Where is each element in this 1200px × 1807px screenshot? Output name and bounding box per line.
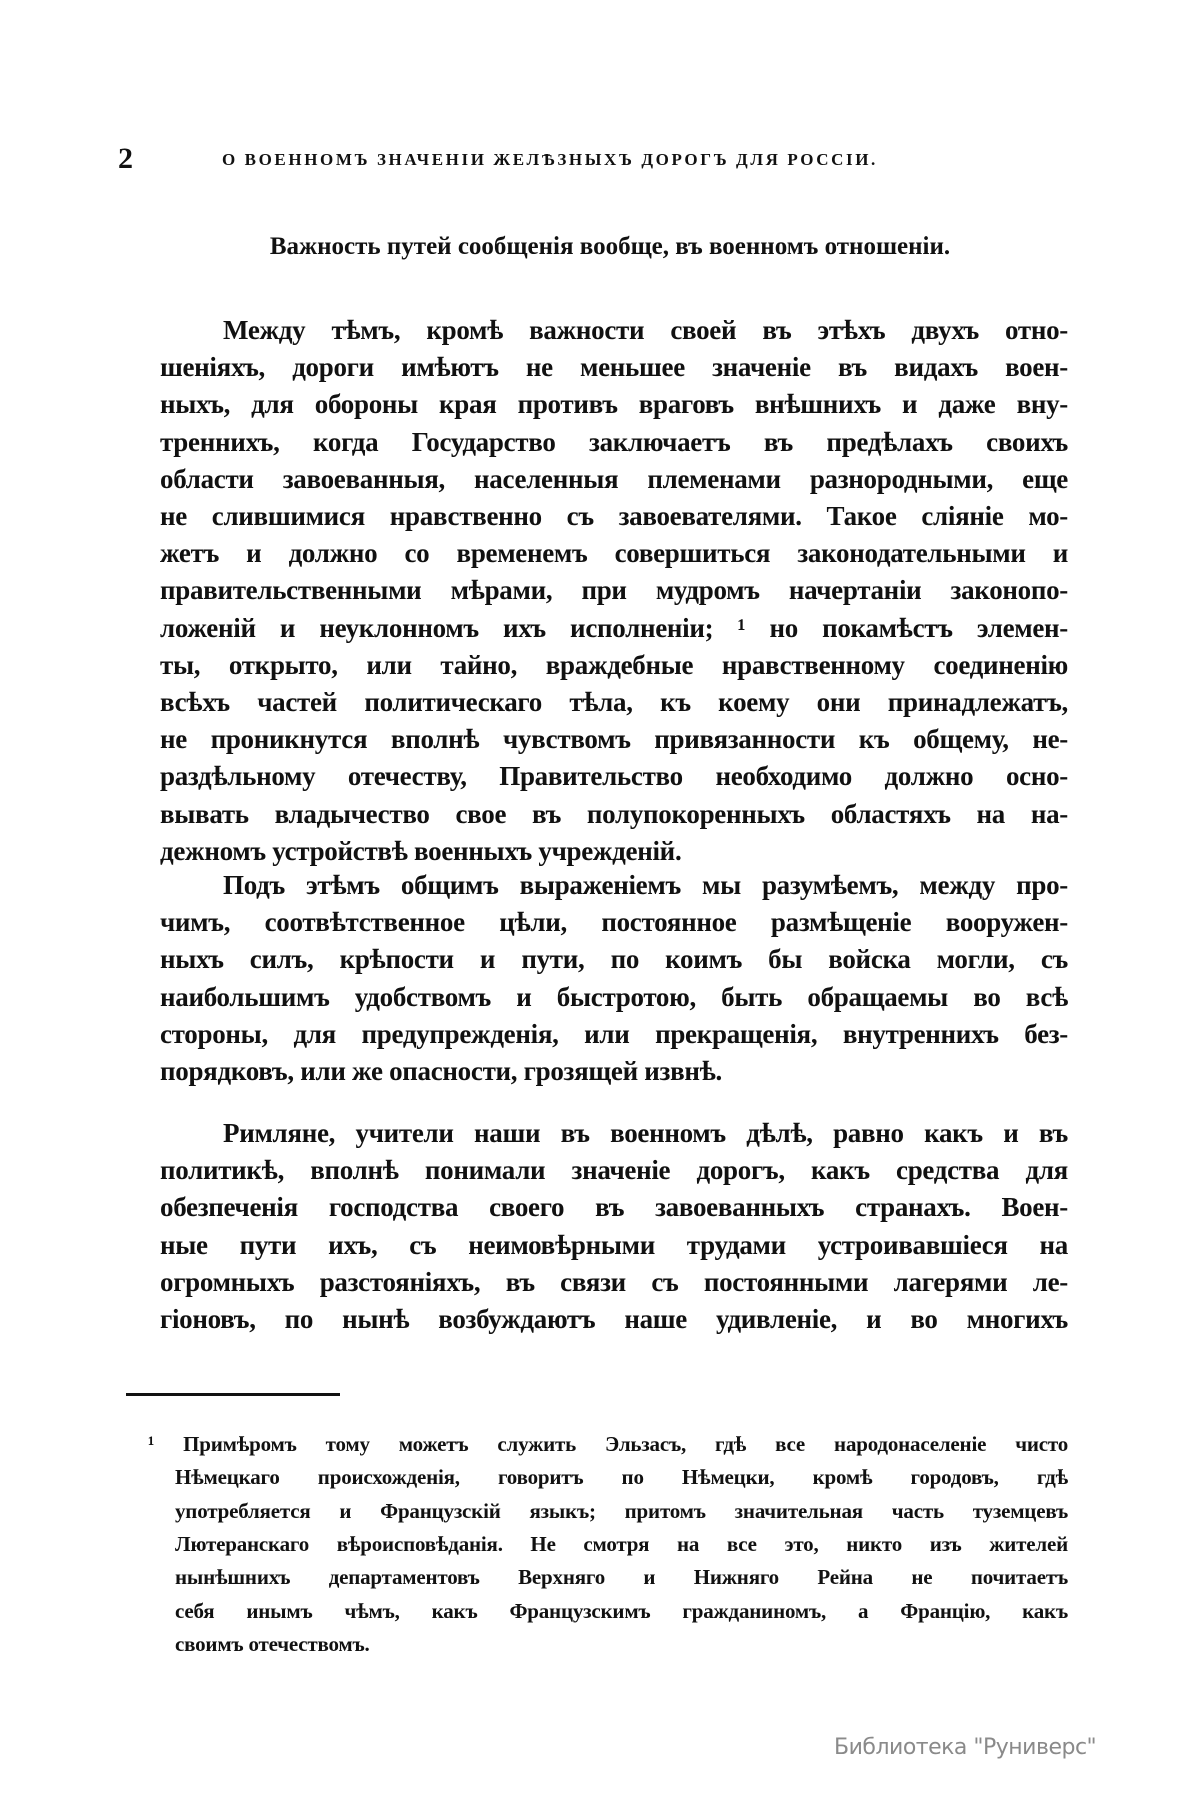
line-text: правительственными мѣрами, при мудромъ начертаніи законопо- bbox=[160, 575, 1068, 606]
paragraph-line bbox=[160, 1304, 1068, 1335]
line-text: не проникнутся вполнѣ чувствомъ привязанности къ общему, не- bbox=[160, 724, 1068, 755]
footnote-line bbox=[148, 1432, 1068, 1457]
line-text: дежномъ устройствѣ военныхъ учрежденій. bbox=[160, 835, 682, 866]
footnote-line bbox=[175, 1632, 1068, 1657]
line-text: себя инымъ чѣмъ, какъ Французскимъ гражданиномъ, а Францію, какъ bbox=[175, 1598, 1068, 1623]
page-number: 2 bbox=[118, 142, 133, 175]
paragraph-line bbox=[160, 1019, 1068, 1050]
line-text: порядковъ, или же опасности, грозящей извнѣ. bbox=[160, 1056, 723, 1086]
line-text: Нѣмецкаго происхожденія, говоритъ по Нѣмецки, кромѣ городовъ, гдѣ bbox=[175, 1465, 1068, 1490]
paragraph-line bbox=[160, 1192, 1068, 1223]
running-title: О ВОЕННОМЪ ЗНАЧЕНІИ ЖЕЛѢЗНЫХЪ ДОРОГЪ ДЛЯ РОССІИ. bbox=[222, 150, 878, 169]
paragraph-line bbox=[160, 1230, 1068, 1261]
paragraph-line bbox=[160, 836, 1068, 867]
line-text: гіоновъ, по нынѣ возбуждаютъ наше удивленіе, и во многихъ bbox=[160, 1304, 1068, 1334]
paragraph-line bbox=[160, 352, 1068, 383]
paragraph-line bbox=[160, 944, 1068, 975]
paragraph-line bbox=[160, 1155, 1068, 1186]
footnote-line bbox=[175, 1565, 1068, 1590]
line-text: раздѣльному отечеству, Правительство необходимо должно осно- bbox=[160, 761, 1068, 792]
line-text: жетъ и должно со временемъ совершиться законодательными и bbox=[160, 538, 1068, 569]
line-text: ные пути ихъ, съ неимовѣрными трудами устроивавшіеся на bbox=[160, 1229, 1068, 1260]
line-text: обезпеченія господства своего въ завоеванныхъ странахъ. Воен- bbox=[160, 1192, 1068, 1223]
line-text: треннихъ, когда Государство заключаетъ въ предѣлахъ своихъ bbox=[160, 426, 1068, 457]
section-title: Важность путей сообщенія вообще, въ военномъ отношеніи. bbox=[269, 233, 951, 260]
footnote-line bbox=[175, 1599, 1068, 1624]
line-text: политикѣ, вполнѣ понимали значеніе дорогъ, какъ средства для bbox=[160, 1155, 1068, 1186]
line-text: ныхъ силъ, крѣпости и пути, по коимъ бы войска могли, съ bbox=[160, 944, 1068, 975]
paragraph-line bbox=[160, 613, 1068, 644]
paragraph-line bbox=[223, 1118, 1068, 1149]
paragraph-line bbox=[160, 501, 1068, 532]
paragraph-line bbox=[223, 315, 1068, 346]
paragraph-line bbox=[160, 1056, 1068, 1087]
footnote-line bbox=[175, 1499, 1068, 1524]
line-text: Подъ этѣмъ общимъ выраженіемъ мы разумѣемъ, между про- bbox=[223, 870, 1068, 900]
paragraph-line bbox=[160, 650, 1068, 681]
line-text: Римляне, учители наши въ военномъ дѣлѣ, равно какъ и въ bbox=[223, 1118, 1068, 1148]
paragraph-line bbox=[160, 799, 1068, 830]
paragraph-line bbox=[160, 427, 1068, 458]
footnote-line bbox=[175, 1532, 1068, 1557]
line-text: ты, открыто, или тайно, враждебные нравственному соединенію bbox=[160, 649, 1068, 680]
line-text: ¹ Примѣромъ тому можетъ служить Эльзасъ, гдѣ все народонаселеніе чисто bbox=[148, 1432, 1068, 1456]
paragraph-line bbox=[160, 687, 1068, 718]
line-text: нынѣшнихъ департаментовъ Верхняго и Нижняго Рейна не почитаетъ bbox=[175, 1565, 1068, 1590]
paragraph-line bbox=[160, 761, 1068, 792]
line-text: чимъ, соотвѣтственное цѣли, постоянное размѣщеніе вооружен- bbox=[160, 907, 1068, 938]
paragraph-line bbox=[160, 464, 1068, 495]
paragraph-line bbox=[160, 389, 1068, 420]
line-text: огромныхъ разстояніяхъ, въ связи съ постоянными лагерями ле- bbox=[160, 1266, 1068, 1297]
line-text: наибольшимъ удобствомъ и быстротою, быть обращаемы во всѣ bbox=[160, 981, 1068, 1012]
paragraph-line bbox=[160, 724, 1068, 755]
paragraph-line bbox=[160, 907, 1068, 938]
paragraph-line bbox=[160, 982, 1068, 1013]
paragraph-line bbox=[160, 575, 1068, 606]
paragraph-line bbox=[160, 538, 1068, 569]
line-text: своимъ отечествомъ. bbox=[175, 1631, 370, 1656]
line-text: области завоеванныя, населенныя племенами разнородными, еще bbox=[160, 463, 1068, 494]
footnote-divider bbox=[126, 1393, 340, 1396]
paragraph-line bbox=[223, 870, 1068, 901]
line-text: ныхъ, для обороны края противъ враговъ внѣшнихъ и даже вну- bbox=[160, 389, 1068, 420]
line-text: всѣхъ частей политическаго тѣла, къ коему они принадлежатъ, bbox=[160, 687, 1068, 717]
line-text: Лютеранскаго вѣроисповѣданія. Не смотря на все это, никто изъ жителей bbox=[175, 1531, 1068, 1556]
paragraph-line bbox=[160, 1267, 1068, 1298]
library-watermark: Библиотека "Руниверс" bbox=[834, 1735, 1097, 1760]
line-text: Между тѣмъ, кромѣ важности своей въ этѣхъ двухъ отно- bbox=[223, 315, 1068, 345]
line-text: шеніяхъ, дороги имѣютъ не меньшее значеніе въ видахъ воен- bbox=[160, 352, 1068, 383]
footnote-line bbox=[175, 1465, 1068, 1490]
line-text: стороны, для предупрежденія, или прекращенія, внутреннихъ без- bbox=[160, 1018, 1068, 1049]
line-text: вывать владычество свое въ полупокоренныхъ областяхъ на на- bbox=[160, 798, 1068, 829]
line-text: не слившимися нравственно съ завоевателями. Такое сліяніе мо- bbox=[160, 501, 1068, 531]
line-text: ложеній и неуклонномъ ихъ исполненіи; ¹ но покамѣстъ элемен- bbox=[160, 612, 1068, 643]
line-text: употребляется и Французскій языкъ; притомъ значительная часть туземцевъ bbox=[175, 1498, 1068, 1523]
